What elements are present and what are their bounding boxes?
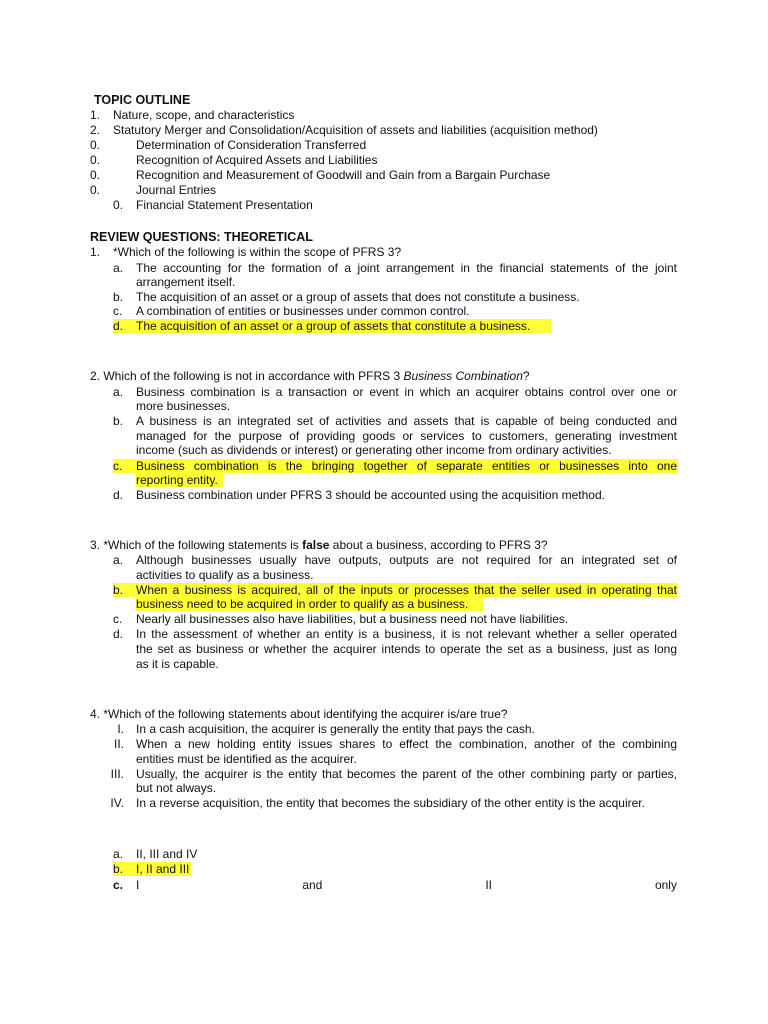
choice-marker: a. (113, 847, 124, 861)
outline-marker: 0. (90, 138, 101, 152)
q4-statement-iii: Usually, the acquirer is the entity that becomes the parent of the other combining party or parties, (136, 767, 677, 781)
question-number: 1. (90, 245, 101, 259)
question-3-stem (90, 538, 548, 552)
choice-marker: a. (113, 553, 124, 567)
question-4-stem: 4. *Which of the following statements about identifying the acquirer is/are true? (90, 707, 508, 721)
outline-subitem: Financial Statement Presentation (136, 198, 313, 212)
q2-stem-italic: Business Combination (403, 369, 523, 383)
outline-subitem: Determination of Consideration Transferred (136, 138, 367, 152)
question-2-stem (90, 369, 530, 383)
q2-choice-d: Business combination under PFRS 3 should be accounted using the acquisition method. (136, 488, 605, 502)
q3-stem-suffix: about a business, according to PFRS 3? (329, 538, 548, 552)
q3-choice-c: Nearly all businesses also have liabilities, but a business need not have liabilities. (136, 612, 569, 626)
roman-marker: III. (110, 767, 124, 781)
q2-choice-c-cont: reporting entity. (136, 473, 218, 487)
q3-stem-text: 3. *Which of the following statements is (90, 538, 303, 552)
choice-marker: b. (113, 414, 124, 428)
outline-subitem: Recognition and Measurement of Goodwill and Gain from a Bargain Purchase (136, 168, 551, 182)
q2-choice-b-cont: managed for the purpose of providing goods or services to customers, generating investment (136, 429, 677, 443)
outline-marker: 0. (90, 168, 101, 182)
q3-choice-d-cont: as it is capable. (136, 657, 219, 671)
roman-marker: IV. (110, 796, 124, 810)
q3-choice-a-cont: activities to qualify as a business. (136, 568, 314, 582)
choice-marker: c. (113, 612, 123, 626)
outline-marker: 0. (90, 153, 101, 167)
choice-marker: d. (113, 488, 124, 502)
q2-choice-c-answer: Business combination is the bringing together of separate entities or businesses into one (136, 459, 677, 473)
q3-choice-b-answer: When a business is acquired, all of the inputs or processes that the seller used in operating that (136, 583, 677, 597)
q2-choice-a-cont: more businesses. (136, 399, 231, 413)
q4-choice-c-word: only (654, 878, 677, 892)
choice-marker: c. (113, 304, 123, 318)
q4-statement-ii: When a new holding entity issues shares to effect the combination, another of the combining (136, 737, 677, 751)
q3-choice-d: In the assessment of whether an entity is a business, it is not relevant whether a seller operated (136, 627, 677, 641)
choice-marker: d. (113, 627, 124, 641)
q4-choice-c (136, 878, 677, 892)
q2-stem-text: 2. Which of the following is not in accordance with PFRS 3 (90, 369, 404, 383)
choice-marker: c. (113, 878, 124, 892)
outline-subitem: Journal Entries (136, 183, 217, 197)
q2-stem-suffix: ? (522, 369, 530, 383)
q4-statement-ii-cont: entities must be identified as the acquirer. (136, 752, 357, 766)
outline-marker: 0. (113, 198, 124, 212)
outline-item: Statutory Merger and Consolidation/Acquisition of assets and liabilities (acquisition method) (113, 123, 598, 137)
review-title: REVIEW QUESTIONS: THEORETICAL (90, 230, 313, 244)
q3-choice-d-cont: the set as business or whether the acquirer intends to operate the set as a business, just as long (136, 642, 677, 656)
outline-marker: 0. (90, 183, 101, 197)
choice-marker: a. (113, 385, 124, 399)
outline-subitem: Recognition of Acquired Assets and Liabilities (136, 153, 378, 167)
q2-choice-b-cont: income (such as dividends or interest) or generating other income from ordinary activities. (136, 443, 612, 457)
q4-choice-c-word: and (302, 878, 323, 892)
q3-choice-b-cont: business need to be acquired in order to qualify as a business. (136, 597, 469, 611)
q2-choice-b: A business is an integrated set of activities and assets that is capable of being conducted and (136, 414, 677, 428)
q4-choice-c-word: II (485, 878, 492, 892)
q1-choice-a: The accounting for the formation of a joint arrangement in the financial statements of the joint (136, 261, 677, 275)
roman-marker: II. (113, 737, 124, 751)
q1-choice-a-cont: arrangement itself. (136, 275, 236, 289)
q4-statement-iii-cont: but not always. (136, 781, 217, 795)
choice-marker: a. (113, 261, 124, 275)
q1-choice-d-answer: The acquisition of an asset or a group of assets that constitute a business. (136, 319, 531, 333)
q4-choice-b-answer: I, II and III (136, 862, 190, 876)
q3-stem-bold: false (302, 538, 330, 552)
outline-marker: 1. (90, 108, 101, 122)
choice-marker: b. (113, 290, 124, 304)
q1-choice-b: The acquisition of an asset or a group of assets that does not constitute a business. (136, 290, 580, 304)
q4-choice-c-word: I (136, 878, 140, 892)
q4-statement-i: In a cash acquisition, the acquirer is generally the entity that pays the cash. (136, 722, 535, 736)
question-1-stem: *Which of the following is within the scope of PFRS 3? (113, 245, 402, 259)
outline-title: TOPIC OUTLINE (94, 93, 191, 107)
q1-choice-c: A combination of entities or businesses under common control. (136, 304, 470, 318)
outline-item: Nature, scope, and characteristics (113, 108, 295, 122)
choice-marker: c. (113, 459, 123, 473)
choice-marker: b. (113, 583, 124, 597)
outline-marker: 2. (90, 123, 101, 137)
q2-choice-a: Business combination is a transaction or event in which an acquirer obtains control over one or (136, 385, 677, 399)
q4-choice-a: II, III and IV (136, 847, 198, 861)
roman-marker: I. (117, 722, 124, 736)
q4-statement-iv: In a reverse acquisition, the entity that becomes the subsidiary of the other entity is the acquirer. (136, 796, 645, 810)
q3-choice-a: Although businesses usually have outputs, outputs are not required for an integrated set of (136, 553, 677, 567)
choice-marker: d. (113, 319, 124, 333)
choice-marker: b. (113, 862, 124, 876)
